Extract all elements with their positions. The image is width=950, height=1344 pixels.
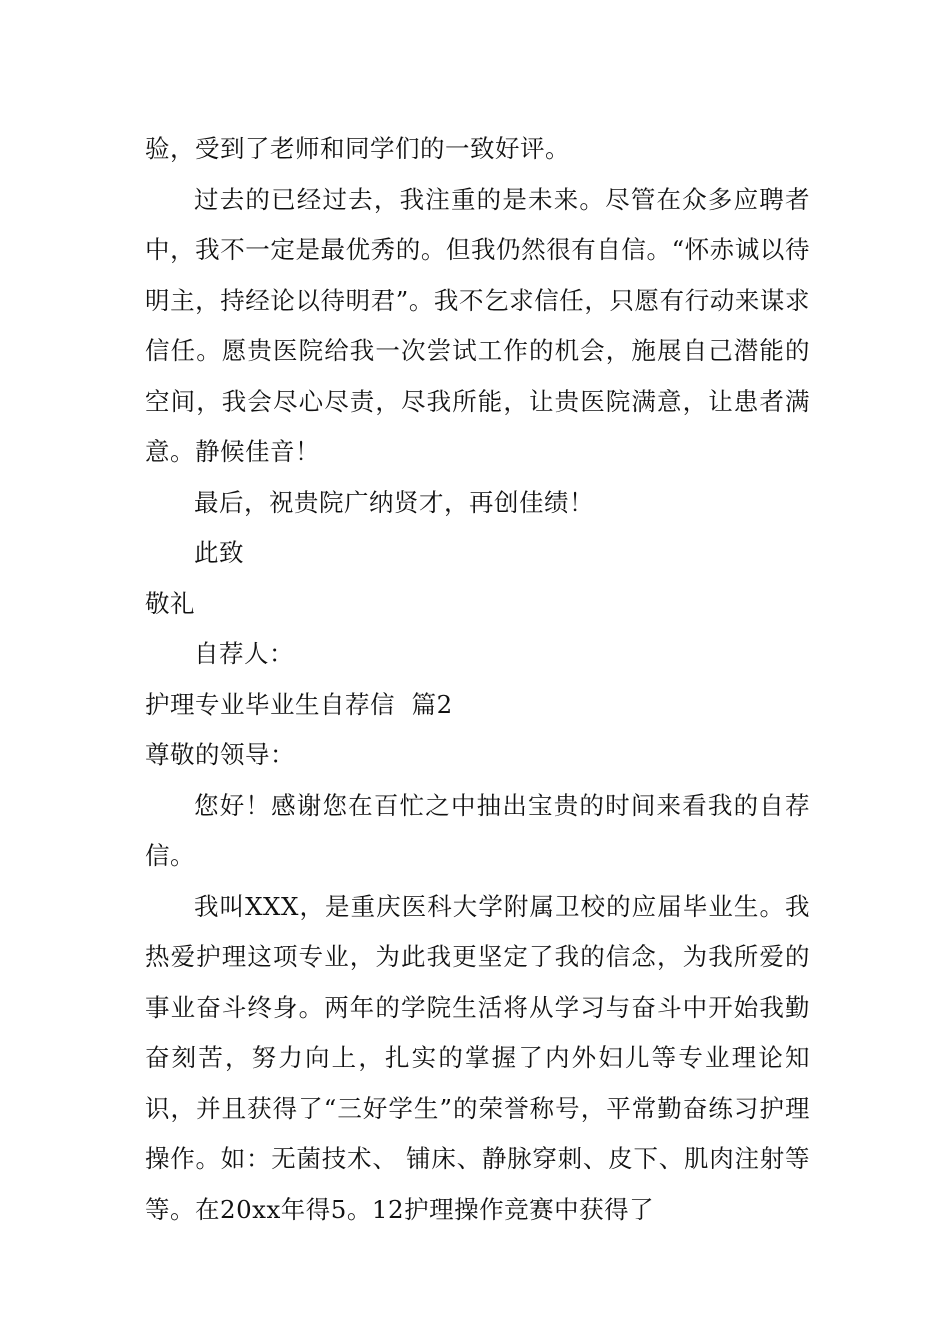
paragraph-introduction: 我叫XXX，是重庆医科大学附属卫校的应届毕业生。我热爱护理这项专业，为此我更坚定了我的信念，为我所爱的事业奋斗终身。两年的学院生活将从学习与奋斗中开始我勤奋刻苦，努力向上，扎实的掌握了内外妇儿等专业理论知识，并且获得了“三好学生”的荣誉称号，平常勤奋练习护理操作。如：无菌技术、 铺床、静脉穿刺、皮下、肌肉注射等等。在20xx年得5。12护理操作竞赛中获得了 bbox=[145, 891, 810, 1224]
paragraph-opening: 您好！感谢您在百忙之中抽出宝贵的时间来看我的自荐信。 bbox=[145, 790, 810, 870]
section-title: 护理专业毕业生自荐信 篇2 bbox=[145, 689, 453, 719]
paragraph-future-confidence: 过去的已经过去，我注重的是未来。尽管在众多应聘者中，我不一定是最优秀的。但我仍然很有自信。“怀赤诚以待明主，持经论以待明君”。我不乞求信任，只愿有行动来谋求信任。愿贵医院给我一次尝试工作的机会，施展自己潜能的空间，我会尽心尽责，尽我所能，让贵医院满意，让患者满意。静候佳音！ bbox=[145, 184, 810, 466]
signature-line: 自荐人： bbox=[194, 639, 294, 668]
salutation-jingli: 敬礼 bbox=[145, 588, 195, 618]
letter-greeting: 尊敬的领导： bbox=[145, 740, 295, 769]
paragraph-continuation: 验，受到了老师和同学们的一致好评。 bbox=[145, 134, 570, 163]
salutation-cizhi: 此致 bbox=[194, 538, 244, 567]
document-body bbox=[145, 124, 810, 1235]
paragraph-closing-wish: 最后，祝贵院广纳贤才，再创佳绩！ bbox=[194, 487, 594, 517]
